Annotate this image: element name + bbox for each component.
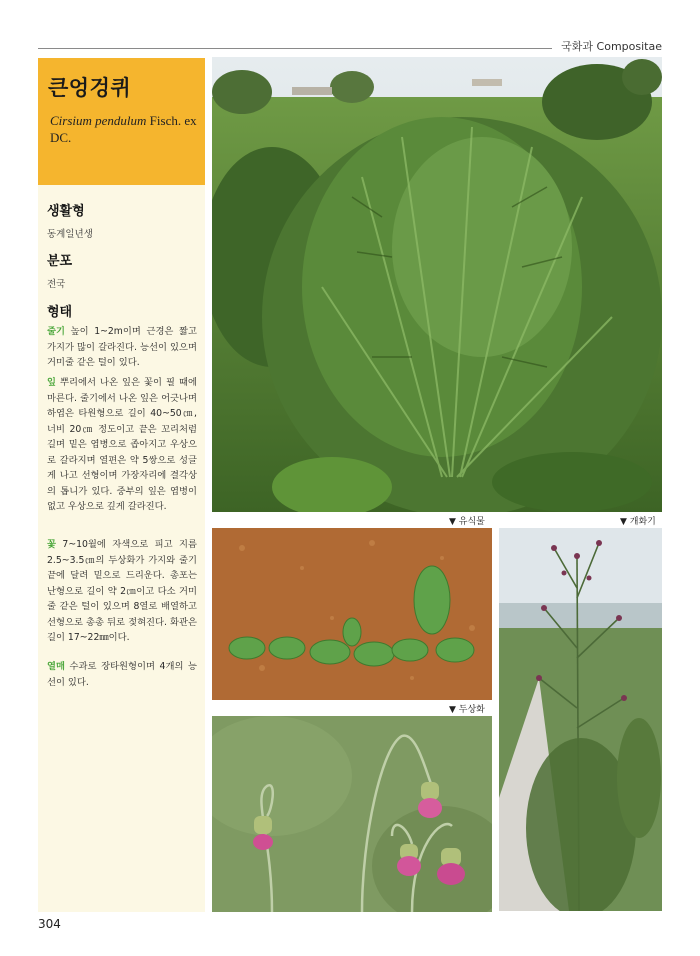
distribution-heading: 분포 bbox=[47, 254, 73, 269]
flowering-photo bbox=[499, 528, 662, 911]
desc-flower bbox=[47, 537, 197, 646]
seedling-image bbox=[212, 528, 492, 700]
life-form-heading: 생활형 bbox=[47, 204, 85, 219]
desc-leaf bbox=[47, 375, 197, 515]
flower-text: 7~10월에 자색으로 피고 지름 2.5~3.5㎝의 두상화가 가지와 줄기 끝에 달려 밑으로 드리운다. 총포는 난형으로 길이 약 2㎝이고 다소 거미줄 같은 털이 있으며 8열로 배열하고 선형으로 총총 뒤로 젖혀진다. 화관은 길이 17~22㎜이다. bbox=[47, 539, 197, 643]
title-block bbox=[38, 58, 205, 185]
desc-stem bbox=[47, 324, 197, 371]
plant-habitat-image bbox=[212, 57, 662, 512]
page-number: 304 bbox=[38, 917, 61, 931]
keyword-flower: 꽃 bbox=[47, 539, 56, 550]
flower-head-image bbox=[212, 716, 492, 912]
distribution-text: 전국 bbox=[47, 279, 66, 290]
sidebar bbox=[38, 58, 205, 912]
leaf-text: 뿌리에서 나온 잎은 꽃이 필 때에 마른다. 줄기에서 나온 잎은 어긋나며 하엽은 타원형으로 길이 40~50㎝, 너비 20㎝ 정도이고 끝은 꼬리처럼 길며 밑은 엽병으로 좁아지고 우상으로 갈라지며 열편은 약 5쌍으로 성글게 나고 선형이며 가장자리에 결각상의 톱니가 있다. 중부의 잎은 엽병이 없고 우상으로 깊게 갈라진다. bbox=[47, 377, 197, 512]
keyword-leaf: 잎 bbox=[47, 377, 56, 388]
keyword-fruit: 열매 bbox=[47, 661, 65, 672]
desc-fruit bbox=[47, 659, 197, 690]
main-photo bbox=[212, 57, 662, 512]
flowering-caption: ▼ 개화기 bbox=[620, 517, 656, 527]
stem-text: 높이 1~2m이며 근경은 짧고 가지가 많이 갈라진다. 능선이 있으며 거미줄 같은 털이 있다. bbox=[47, 326, 197, 368]
flower-head-photo bbox=[212, 716, 492, 912]
korean-name: 큰엉겅퀴 bbox=[48, 76, 132, 100]
flower-head-caption: ▼ 두상화 bbox=[449, 705, 485, 715]
header-rule bbox=[38, 48, 552, 49]
seedling-caption: ▼ 유식물 bbox=[449, 517, 485, 527]
flowering-plant-image bbox=[499, 528, 662, 911]
family-label: 국화과 Compositae bbox=[561, 40, 662, 53]
seedling-photo bbox=[212, 528, 492, 700]
scientific-name-author: Fisch. ex DC. bbox=[50, 113, 197, 145]
scientific-name bbox=[50, 112, 200, 146]
morphology-heading: 형태 bbox=[47, 305, 73, 320]
scientific-name-genus-species: Cirsium pendulum bbox=[50, 113, 147, 128]
keyword-stem: 줄기 bbox=[47, 326, 65, 337]
life-form-text: 동계일년생 bbox=[47, 229, 93, 240]
fruit-text: 수과로 장타원형이며 4개의 능선이 있다. bbox=[47, 661, 197, 688]
